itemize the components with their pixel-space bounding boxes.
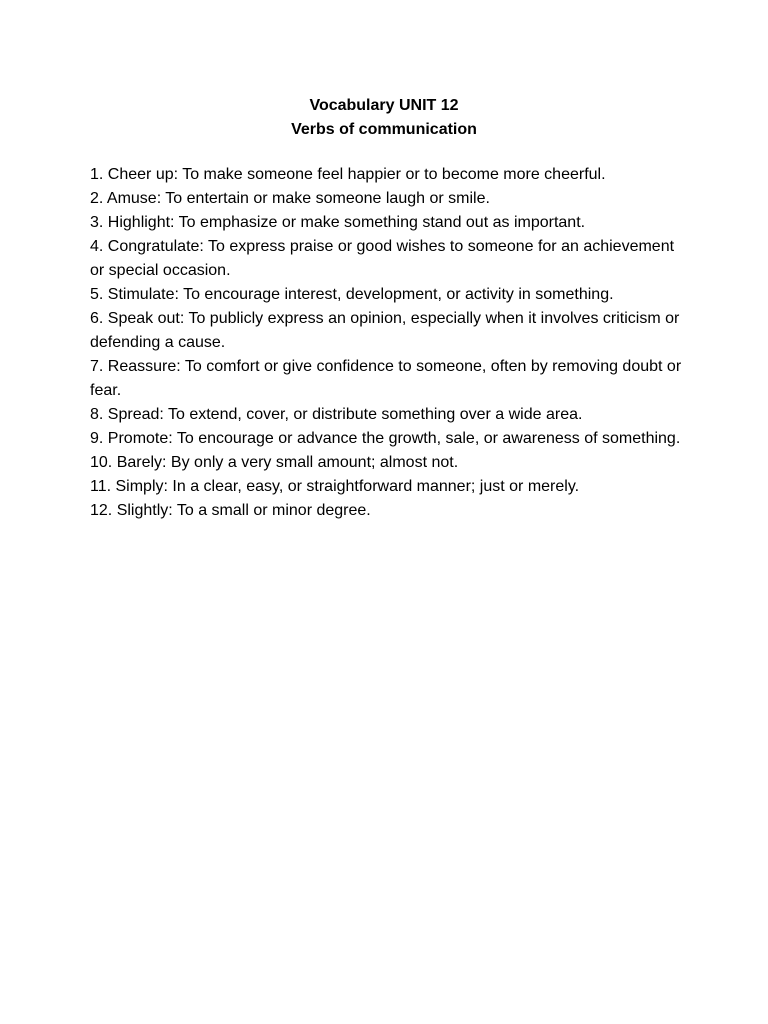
vocabulary-entry: 6. Speak out: To publicly express an opinion, especially when it involves criticism or defending a cause. bbox=[90, 310, 680, 351]
vocabulary-entry: 8. Spread: To extend, cover, or distribute something over a wide area. bbox=[90, 406, 583, 423]
vocabulary-entry: 11. Simply: In a clear, easy, or straightforward manner; just or merely. bbox=[90, 478, 580, 495]
vocabulary-entry: 3. Highlight: To emphasize or make something stand out as important. bbox=[90, 214, 586, 231]
vocabulary-entry: 1. Cheer up: To make someone feel happier or to become more cheerful. bbox=[90, 166, 606, 183]
vocabulary-list bbox=[90, 163, 690, 523]
document-title: Vocabulary UNIT 12 bbox=[309, 97, 459, 114]
document-subtitle: Verbs of communication bbox=[291, 121, 477, 138]
vocabulary-entry: 10. Barely: By only a very small amount; almost not. bbox=[90, 454, 459, 471]
vocabulary-entry: 9. Promote: To encourage or advance the growth, sale, or awareness of something. bbox=[90, 430, 681, 447]
vocabulary-entry: 12. Slightly: To a small or minor degree. bbox=[90, 502, 371, 519]
title-block bbox=[0, 94, 768, 142]
vocabulary-entry: 4. Congratulate: To express praise or good wishes to someone for an achievement or special occasion. bbox=[90, 238, 675, 279]
vocabulary-entry: 5. Stimulate: To encourage interest, development, or activity in something. bbox=[90, 286, 614, 303]
vocabulary-entry: 2. Amuse: To entertain or make someone laugh or smile. bbox=[90, 190, 490, 207]
vocabulary-entry: 7. Reassure: To comfort or give confidence to someone, often by removing doubt or fear. bbox=[90, 358, 682, 399]
